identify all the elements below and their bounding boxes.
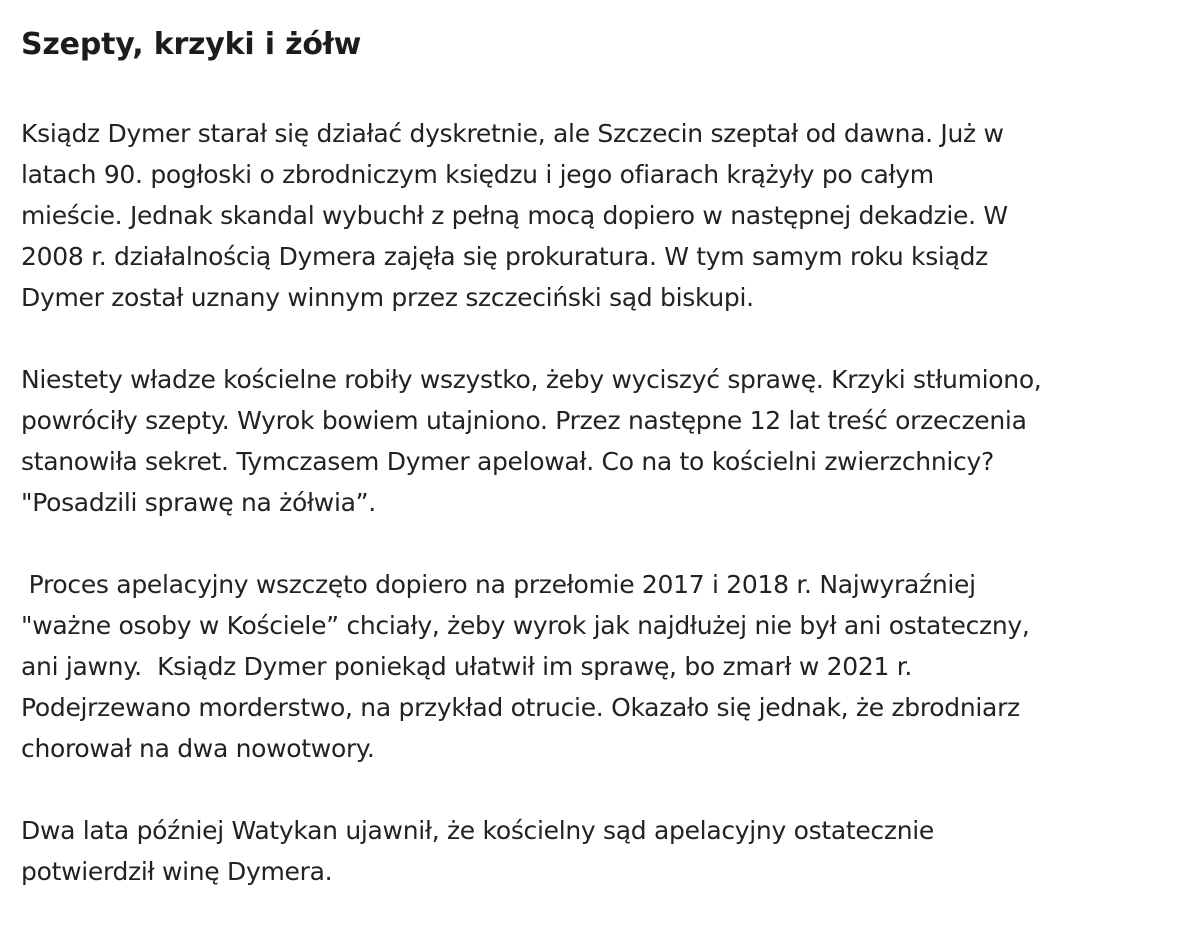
paragraph-line: mieście. Jednak skandal wybuchł z pełną mocą dopiero w następnej dekadzie. W: [21, 201, 1008, 230]
paragraph-line: 2008 r. działalnością Dymera zajęła się prokuratura. W tym samym roku ksiądz: [21, 242, 988, 271]
article-title: Szepty, krzyki i żółw: [21, 27, 362, 62]
paragraph-line: powróciły szepty. Wyrok bowiem utajniono. Przez następne 12 lat treść orzeczenia: [21, 406, 1027, 435]
paragraph-line: ani jawny. Ksiądz Dymer poniekąd ułatwił im sprawę, bo zmarł w 2021 r.: [21, 652, 913, 681]
paragraph-line: Proces apelacyjny wszczęto dopiero na przełomie 2017 i 2018 r. Najwyraźniej: [21, 570, 976, 599]
paragraph-line: potwierdził winę Dymera.: [21, 857, 333, 886]
paragraph-line: Niestety władze kościelne robiły wszystko, żeby wyciszyć sprawę. Krzyki stłumiono,: [21, 365, 1042, 394]
paragraph-3: [21, 564, 1181, 769]
paragraph-line: "ważne osoby w Kościele” chciały, żeby wyrok jak najdłużej nie był ani ostateczny,: [21, 611, 1030, 640]
paragraph-line: chorował na dwa nowotwory.: [21, 734, 375, 763]
paragraph-line: Podejrzewano morderstwo, na przykład otrucie. Okazało się jednak, że zbrodniarz: [21, 693, 1020, 722]
paragraph-line: Dymer został uznany winnym przez szczeciński sąd biskupi.: [21, 283, 754, 312]
paragraph-line: stanowiła sekret. Tymczasem Dymer apelował. Co na to kościelni zwierzchnicy?: [21, 447, 994, 476]
paragraph-line: Dwa lata później Watykan ujawnił, że kościelny sąd apelacyjny ostatecznie: [21, 816, 934, 845]
paragraph-line: Ksiądz Dymer starał się działać dyskretnie, ale Szczecin szeptał od dawna. Już w: [21, 119, 1004, 148]
article: [21, 24, 1181, 892]
paragraph-4: [21, 810, 1181, 892]
paragraph-1: [21, 113, 1181, 318]
paragraph-2: [21, 359, 1181, 523]
paragraph-line: latach 90. pogłoski o zbrodniczym księdzu i jego ofiarach krążyły po całym: [21, 160, 934, 189]
paragraph-line: "Posadzili sprawę na żółwia”.: [21, 488, 376, 517]
